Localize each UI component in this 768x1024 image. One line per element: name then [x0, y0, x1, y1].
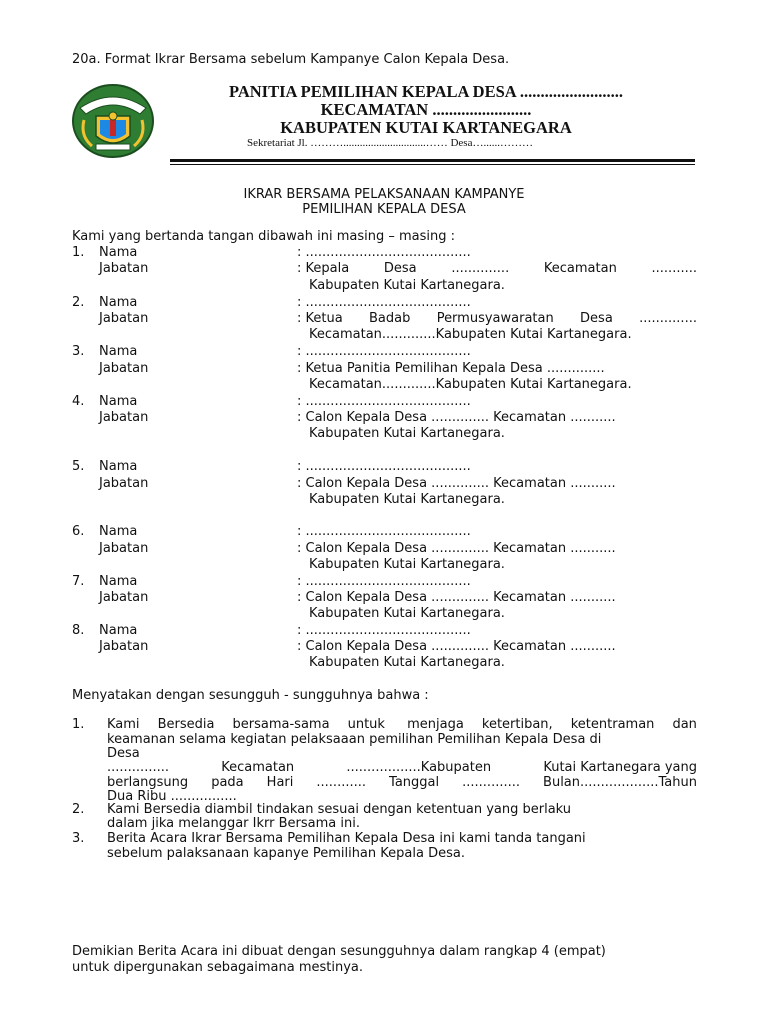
name-label: Nama: [99, 524, 138, 539]
name-blank: : ........................................: [297, 524, 471, 539]
name-blank: : ........................................: [297, 295, 471, 310]
point-number: 3.: [72, 831, 85, 846]
position-value: : Calon Kepala Desa .............. Kecamatan ...........: [297, 541, 616, 556]
name-label: Nama: [99, 623, 138, 638]
name-label: Nama: [99, 245, 138, 260]
item-number: 2.: [72, 295, 85, 310]
signatory-name-row: [0, 459, 768, 475]
point-number: 1.: [72, 717, 85, 732]
point-text: Kami Bersedia bersama-sama untuk menjaga ketertiban, ketentraman dan: [107, 717, 697, 732]
name-label: Nama: [99, 295, 138, 310]
position-value: : Calon Kepala Desa .............. Kecamatan ...........: [297, 476, 616, 491]
name-label: Nama: [99, 344, 138, 359]
intro-text: Kami yang bertanda tangan dibawah ini masing – masing :: [72, 229, 456, 244]
position-value: : Ketua Badab Permusyawaratan Desa ..............: [297, 311, 697, 326]
document-title: IKRAR BERSAMA PELAKSANAAN KAMPANYE: [243, 187, 525, 202]
signatory-position-line2: Kabupaten Kutai Kartanegara.: [309, 557, 505, 572]
header-divider-thin: [170, 164, 695, 165]
position-label: Jabatan: [99, 410, 149, 425]
position-label: Jabatan: [99, 261, 149, 276]
item-number: 6.: [72, 524, 85, 539]
header-divider-thick: [170, 159, 695, 162]
signatory-position-line2: Kabupaten Kutai Kartanegara.: [309, 606, 505, 621]
name-label: Nama: [99, 459, 138, 474]
signatory-position-row: [0, 311, 768, 327]
closing-text: untuk dipergunakan sebagaimana mestinya.: [72, 960, 364, 975]
signatory-name-row: [0, 245, 768, 261]
name-blank: : ........................................: [297, 574, 471, 589]
point-line: Desa: [107, 746, 140, 761]
signatory-position-line2: Kecamatan.............Kabupaten Kutai Kartanegara.: [309, 377, 632, 392]
point-number: 2.: [72, 802, 85, 817]
point-line: [0, 717, 768, 733]
name-blank: : ........................................: [297, 394, 471, 409]
name-blank: : ........................................: [297, 245, 471, 260]
document-subtitle: PEMILIHAN KEPALA DESA: [302, 202, 466, 217]
position-value: : Ketua Panitia Pemilihan Kepala Desa ..............: [297, 361, 605, 376]
signatory-position-line2: Kabupaten Kutai Kartanegara.: [309, 426, 505, 441]
signatory-position-row: [0, 590, 768, 606]
signatory-position-row: [0, 361, 768, 377]
signatory-position-row: [0, 476, 768, 492]
signatory-name-row: [0, 394, 768, 410]
signatory-name-row: [0, 574, 768, 590]
district-heading: KECAMATAN ........................: [320, 100, 532, 119]
position-label: Jabatan: [99, 311, 149, 326]
point-line: dalam jika melanggar Ikrr Bersama ini.: [107, 816, 360, 831]
item-number: 8.: [72, 623, 85, 638]
item-number: 4.: [72, 394, 85, 409]
position-label: Jabatan: [99, 590, 149, 605]
point-line: Dua Ribu ................: [107, 789, 237, 804]
point-line: 2. Kami Bersedia diambil tindakan sesuai dengan ketentuan yang berlaku: [72, 802, 572, 817]
name-blank: : ........................................: [297, 344, 471, 359]
committee-heading: PANITIA PEMILIHAN KEPALA DESA .........................: [228, 82, 624, 101]
signatory-name-row: [0, 524, 768, 540]
regency-heading: KABUPATEN KUTAI KARTANEGARA: [280, 118, 572, 137]
signatory-position-row: [0, 261, 768, 277]
point-text: ............... Kecamatan ..................Kabupaten Kutai Kartanegara yang: [107, 760, 697, 775]
signatory-position-row: [0, 410, 768, 426]
point-line: keamanan selama kegiatan pelaksaaan pemilihan Pemilihan Kepala Desa di: [107, 732, 602, 747]
signatory-name-row: [0, 623, 768, 639]
signatory-name-row: [0, 295, 768, 311]
name-blank: : ........................................: [297, 623, 471, 638]
item-number: 5.: [72, 459, 85, 474]
secretariat-address: Sekretariat Jl. ………..............................…… Desa…......………: [247, 137, 533, 149]
signatory-position-line2: Kabupaten Kutai Kartanegara.: [309, 492, 505, 507]
item-number: 1.: [72, 245, 85, 260]
position-value: : Calon Kepala Desa .............. Kecamatan ...........: [297, 590, 616, 605]
statement-intro: Menyatakan dengan sesungguh - sungguhnya bahwa :: [72, 688, 429, 703]
point-line: 3. Berita Acara Ikrar Bersama Pemilihan Kepala Desa ini kami tanda tangani: [72, 831, 586, 846]
name-blank: : ........................................: [297, 459, 471, 474]
position-label: Jabatan: [99, 476, 149, 491]
point-text: berlangsung pada Hari ............ Tanggal .............. Bulan...................Tahun: [107, 775, 697, 790]
point-line: [0, 760, 768, 776]
item-number: 3.: [72, 344, 85, 359]
position-label: Jabatan: [99, 541, 149, 556]
position-value: : Calon Kepala Desa .............. Kecamatan ...........: [297, 639, 616, 654]
signatory-name-row: [0, 344, 768, 360]
signatory-position-line2: Kabupaten Kutai Kartanegara.: [309, 278, 505, 293]
signatory-position-line2: Kabupaten Kutai Kartanegara.: [309, 655, 505, 670]
position-value: : Calon Kepala Desa .............. Kecamatan ...........: [297, 410, 616, 425]
item-number: 7.: [72, 574, 85, 589]
position-label: Jabatan: [99, 361, 149, 376]
signatory-position-line2: Kecamatan.............Kabupaten Kutai Kartanegara.: [309, 327, 632, 342]
position-label: Jabatan: [99, 639, 149, 654]
signatory-position-row: [0, 639, 768, 655]
position-value: : Kepala Desa .............. Kecamatan ...........: [297, 261, 697, 276]
name-label: Nama: [99, 394, 138, 409]
name-label: Nama: [99, 574, 138, 589]
point-line: sebelum palaksanaan kapanye Pemilihan Kepala Desa.: [107, 846, 465, 861]
format-title: 20a. Format Ikrar Bersama sebelum Kampanye Calon Kepala Desa.: [72, 52, 510, 67]
closing-text: Demikian Berita Acara ini dibuat dengan sesungguhnya dalam rangkap 4 (empat): [72, 944, 606, 959]
signatory-position-row: [0, 541, 768, 557]
